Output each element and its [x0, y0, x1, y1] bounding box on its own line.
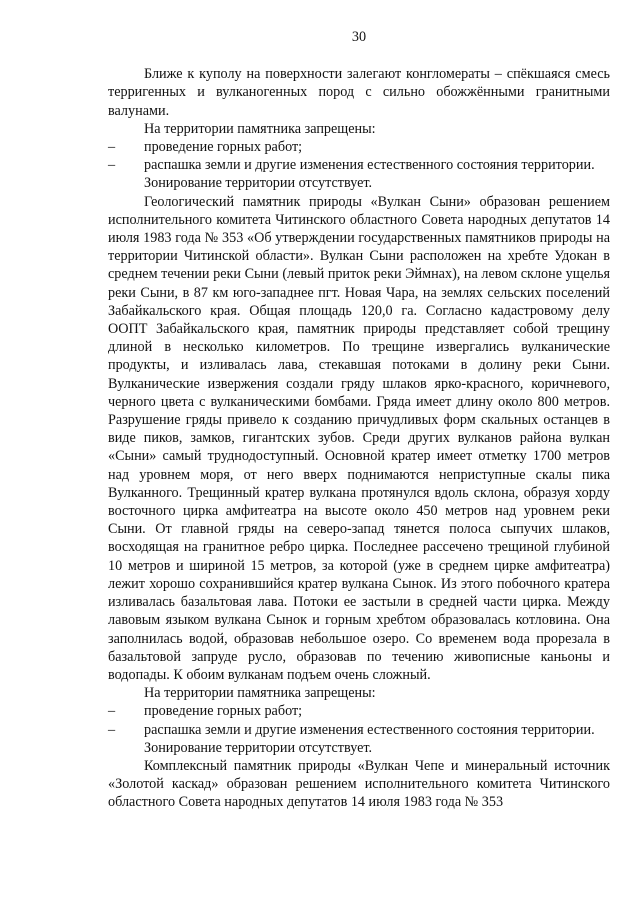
list-item	[108, 702, 610, 720]
list-item-text: распашка земли и другие изменения естественного состояния территории.	[144, 721, 595, 738]
list-dash: –	[108, 721, 116, 738]
paragraph-prohibited-heading: На территории памятника запрещены:	[144, 120, 376, 137]
page-number: 30	[351, 29, 367, 45]
paragraph-prohibited-heading: На территории памятника запрещены:	[144, 685, 376, 702]
list-item-text: проведение горных работ;	[144, 139, 303, 156]
paragraph-zoning: Зонирование территории отсутствует.	[144, 739, 373, 756]
list-item	[108, 156, 610, 174]
paragraph-conglomerates: Ближе к куполу на поверхности залегают конгломераты – спёкшаяся смесь терригенных и вулканогенных пород с сильно обожжёнными гранитными валунами.	[108, 66, 610, 119]
paragraph-volcano-chepe: Комплексный памятник природы «Вулкан Чепе и минеральный источник «Золотой каскад» образован решением исполнительного комитета Читинского областного Совета народных депутатов 14 июля 1983 года № 353	[108, 757, 610, 811]
list-dash: –	[108, 703, 116, 720]
list-dash: –	[108, 157, 116, 174]
list-item-text: проведение горных работ;	[144, 703, 303, 720]
list-item	[108, 721, 610, 739]
list-item-text: распашка земли и другие изменения естественного состояния территории.	[144, 157, 595, 174]
paragraph-zoning: Зонирование территории отсутствует.	[144, 175, 373, 192]
paragraph-volcano-syni: Геологический памятник природы «Вулкан Сыни» образован решением исполнительного комитета Читинского областного Совета народных депутатов 14 июля 1983 года № 353 «Об утверждении государственных памятников природы на территории Читинской области». Вулкан Сыни расположен на хребте Удокан в среднем течении реки Сыни (левый приток реки Эймнах), на левом склоне ущелья реки Сыни, в 87 км юго-западнее пгт. Новая Чара, на землях сельских поселений Забайкальского края. Общая площадь 120,0 га. Согласно кадастровому делу ООПТ Забайкальского края, памятник природы представляет собой трещину длиной в несколько километров. По трещине извергались вулканические продукты, и изливалась лава, стекавшая потоками в долину реки Сыни. Вулканические извержения создали гряду шлаков ярко-красного, коричневого, черного цвета с вулканическими бомбами. Гряда имеет длину около 800 метров. Разрушение гряды привело к созданию причудливых форм скальных останцев в виде пиков, замков, гигантских зубов. Среди других вулканов района вулкан «Сыни» самый труднодоступный. Основной кратер имеет отметку 1700 метров над уровнем моря, от него вверх поднимаются неприступные скалы пика Вулканного. Трещинный кратер вулкана протянулся вдоль склона, образуя хорду восточного цирка амфитеатра на высоте около 450 метров над уровнем реки Сыни. От главной гряды на северо-запад тянется полоса сыпучих шлаков, восходящая на гранитное ребро цирка. Последнее рассечено трещиной глубиной 10 метров и шириной 15 метров, за которой (уже в среднем цирке амфитеатра) лежит хорошо сохранившийся кратер вулкана Сынок. Из этого побочного кратера изливалась базальтовая лава. Потоки ее застыли в средней части цирка. Между лавовым языком вулкана Сынок и горным хребтом образовалась котловина. Она заполнилась водой, образовав небольшое озеро. Со временем вода прорезала в базальтовой запруде русло, образовав по течению живописные каньоны и водопады. К обоим вулканам подъем очень сложный.	[108, 193, 610, 683]
list-item	[108, 138, 610, 156]
list-dash: –	[108, 139, 116, 156]
